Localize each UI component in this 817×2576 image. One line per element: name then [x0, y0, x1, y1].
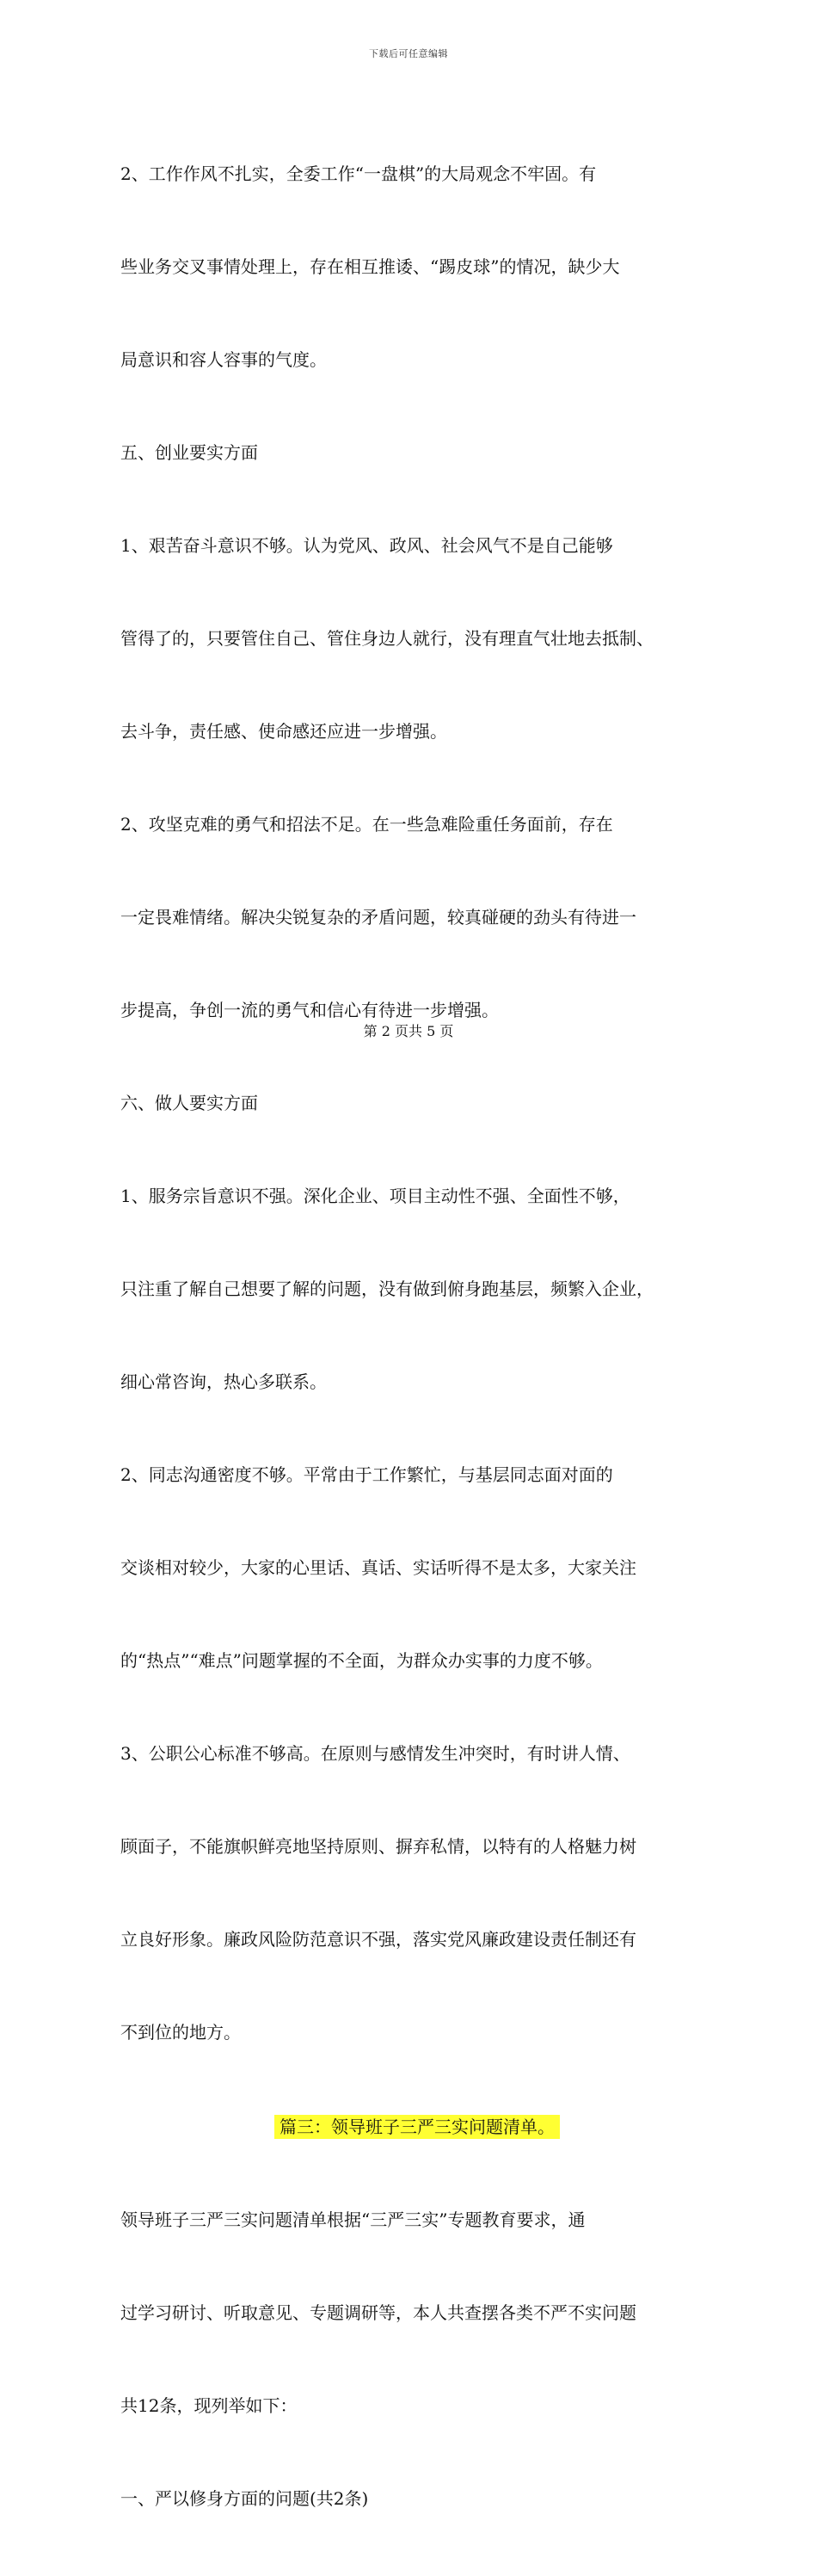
text-line: 2、同志沟通密度不够。平常由于工作繁忙，与基层同志面对面的	[120, 1464, 613, 1485]
text-line: 一定畏难情绪。解决尖锐复杂的矛盾问题，较真碰硬的劲头有待进一	[120, 907, 636, 927]
text-line: 2、工作作风不扎实，全委工作“一盘棋”的大局观念不牢固。有	[120, 163, 597, 184]
heading-line: 六、做人要实方面	[120, 1093, 258, 1113]
text-line: 1、艰苦奋斗意识不够。认为党风、政风、社会风气不是自己能够	[120, 535, 613, 556]
section-title-container	[120, 2111, 714, 2142]
text-line: 过学习研讨、听取意见、专题调研等，本人共查摆各类不严不实问题	[120, 2302, 636, 2323]
text-line: 领导班子三严三实问题清单根据“三严三实”专题教育要求，通	[120, 2209, 586, 2230]
text-line: 不到位的地方。	[120, 2022, 241, 2043]
section-title: 篇三：领导班子三严三实问题清单。	[274, 2115, 560, 2139]
body-text-block-2	[120, 2142, 714, 2576]
text-line: 共12条，现列举如下：	[120, 2395, 298, 2416]
text-line: 顾面子，不能旗帜鲜亮地坚持原则、摒弃私情，以特有的人格魅力树	[120, 1836, 636, 1857]
heading-line: 五、创业要实方面	[120, 442, 258, 463]
text-line: 去斗争，责任感、使命感还应进一步增强。	[120, 721, 447, 742]
document-body	[120, 96, 714, 2576]
text-line: 管得了的，只要管住自己、管住身边人就行，没有理直气壮地去抵制、	[120, 628, 654, 649]
text-line: 立良好形象。廉政风险防范意识不强，落实党风廉政建设责任制还有	[120, 1929, 636, 1950]
page-number: 第 2 页共 5 页	[363, 1023, 454, 1039]
text-line: 2、攻坚克难的勇气和招法不足。在一些急难险重任务面前，存在	[120, 814, 613, 835]
text-line: 的“热点”“难点”问题掌握的不全面，为群众办实事的力度不够。	[120, 1650, 603, 1671]
page-header: 下载后可任意编辑	[369, 48, 448, 59]
text-line: 3、公职公心标准不够高。在原则与感情发生冲突时，有时讲人情、	[120, 1743, 630, 1764]
heading-line: 一、严以修身方面的问题(共2条)	[120, 2488, 369, 2509]
text-line: 局意识和容人容事的气度。	[120, 349, 327, 370]
text-line: 1、服务宗旨意识不强。深化企业、项目主动性不强、全面性不够，	[120, 1186, 630, 1206]
text-line: 只注重了解自己想要了解的问题，没有做到俯身跑基层，频繁入企业，	[120, 1279, 654, 1299]
text-line: 些业务交叉事情处理上，存在相互推诿、“踢皮球”的情况，缺少大	[120, 256, 620, 277]
body-text-block-1	[120, 96, 714, 2110]
text-line: 细心常咨询，热心多联系。	[120, 1371, 327, 1392]
text-line: 交谈相对较少，大家的心里话、真话、实话听得不是太多，大家关注	[120, 1557, 636, 1578]
text-line: 步提高，争创一流的勇气和信心有待进一步增强。	[120, 1000, 499, 1020]
